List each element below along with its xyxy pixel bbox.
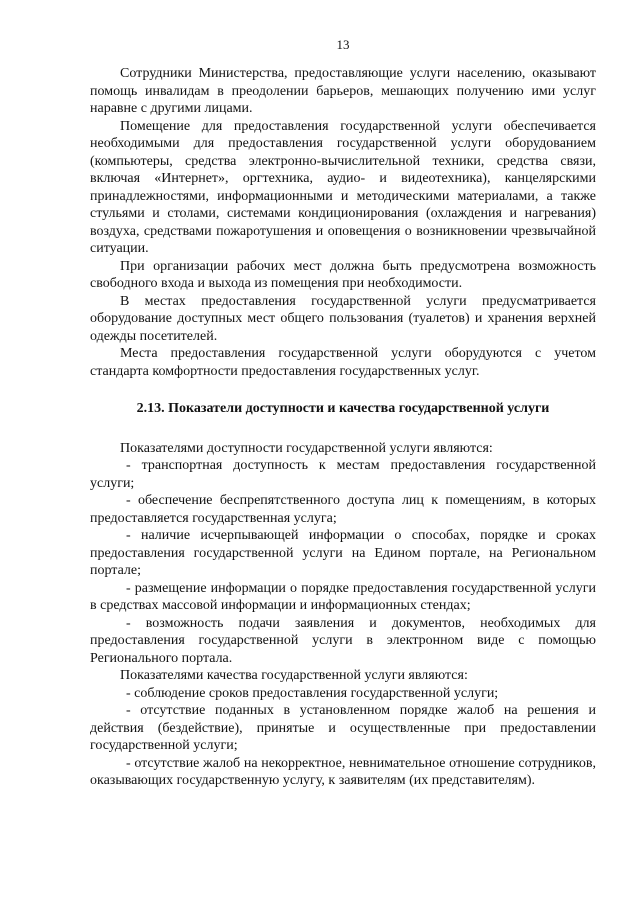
accessibility-item: - возможность подачи заявления и документов, необходимых для предоставления государственной услуги в электронном виде с помощью Регионального портала.: [90, 615, 596, 666]
quality-item: - соблюдение сроков предоставления государственной услуги;: [126, 685, 499, 701]
paragraph-common-areas: В местах предоставления государственной услуги предусматривается оборудование доступных мест общего пользования (туалетов) и хранения верхней одежды посетителей.: [90, 293, 596, 344]
accessibility-item: - транспортная доступность к местам предоставления государственной услуги;: [90, 458, 596, 491]
quality-intro: Показателями качества государственной услуги являются:: [120, 668, 468, 683]
section-heading: 2.13. Показатели доступности и качества государственной услуги: [136, 401, 550, 416]
accessibility-intro: Показателями доступности государственной услуги являются:: [120, 440, 493, 456]
accessibility-item: - наличие исчерпывающей информации о способах, порядке и сроках предоставления государственной услуги на Едином портале, на Региональном портале;: [90, 528, 596, 578]
quality-item: - отсутствие жалоб на некорректное, невнимательное отношение сотрудников, оказывающих государственную услугу, к заявителям (их представителям).: [90, 755, 596, 788]
page-number: 13: [336, 37, 350, 52]
paragraph-premises-equipment: Помещение для предоставления государственной услуги обеспечивается необходимыми для предоставления государственной услуги оборудованием (компьютеры, средства электронно-вычислительной техники, средства связи, включая «Интернет», оргтехника, аудио- и видеотехника), канцелярскими принадлежностями, информационными и методическими материалами, а также стульями и столами, системами кондиционирования (охлаждения и нагревания) воздуха, средствами пожаротушения и оповещения о возникновении чрезвычайной ситуации.: [90, 118, 596, 256]
paragraph-workplaces: При организации рабочих мест должна быть предусмотрена возможность свободного входа и выхода из помещения при необходимости.: [90, 258, 596, 291]
document-body: [90, 65, 596, 790]
accessibility-item: - обеспечение беспрепятственного доступа лиц к помещениям, в которых предоставляется государственная услуга;: [90, 493, 596, 526]
paragraph-comfort-standard: Места предоставления государственной услуги оборудуются с учетом стандарта комфортности предоставления государственных услуг.: [90, 346, 596, 379]
quality-item: - отсутствие поданных в установленном порядке жалоб на решения и действия (бездействие), принятые и осуществленные при предоставлении государственной услуги;: [90, 703, 596, 753]
accessibility-item: - размещение информации о порядке предоставления государственной услуги в средствах массовой информации и информационных стендах;: [90, 580, 596, 613]
paragraph-staff-assistance: Сотрудники Министерства, предоставляющие услуги населению, оказывают помощь инвалидам в преодолении барьеров, мешающих получению ими услуг наравне с другими лицами.: [90, 66, 596, 116]
